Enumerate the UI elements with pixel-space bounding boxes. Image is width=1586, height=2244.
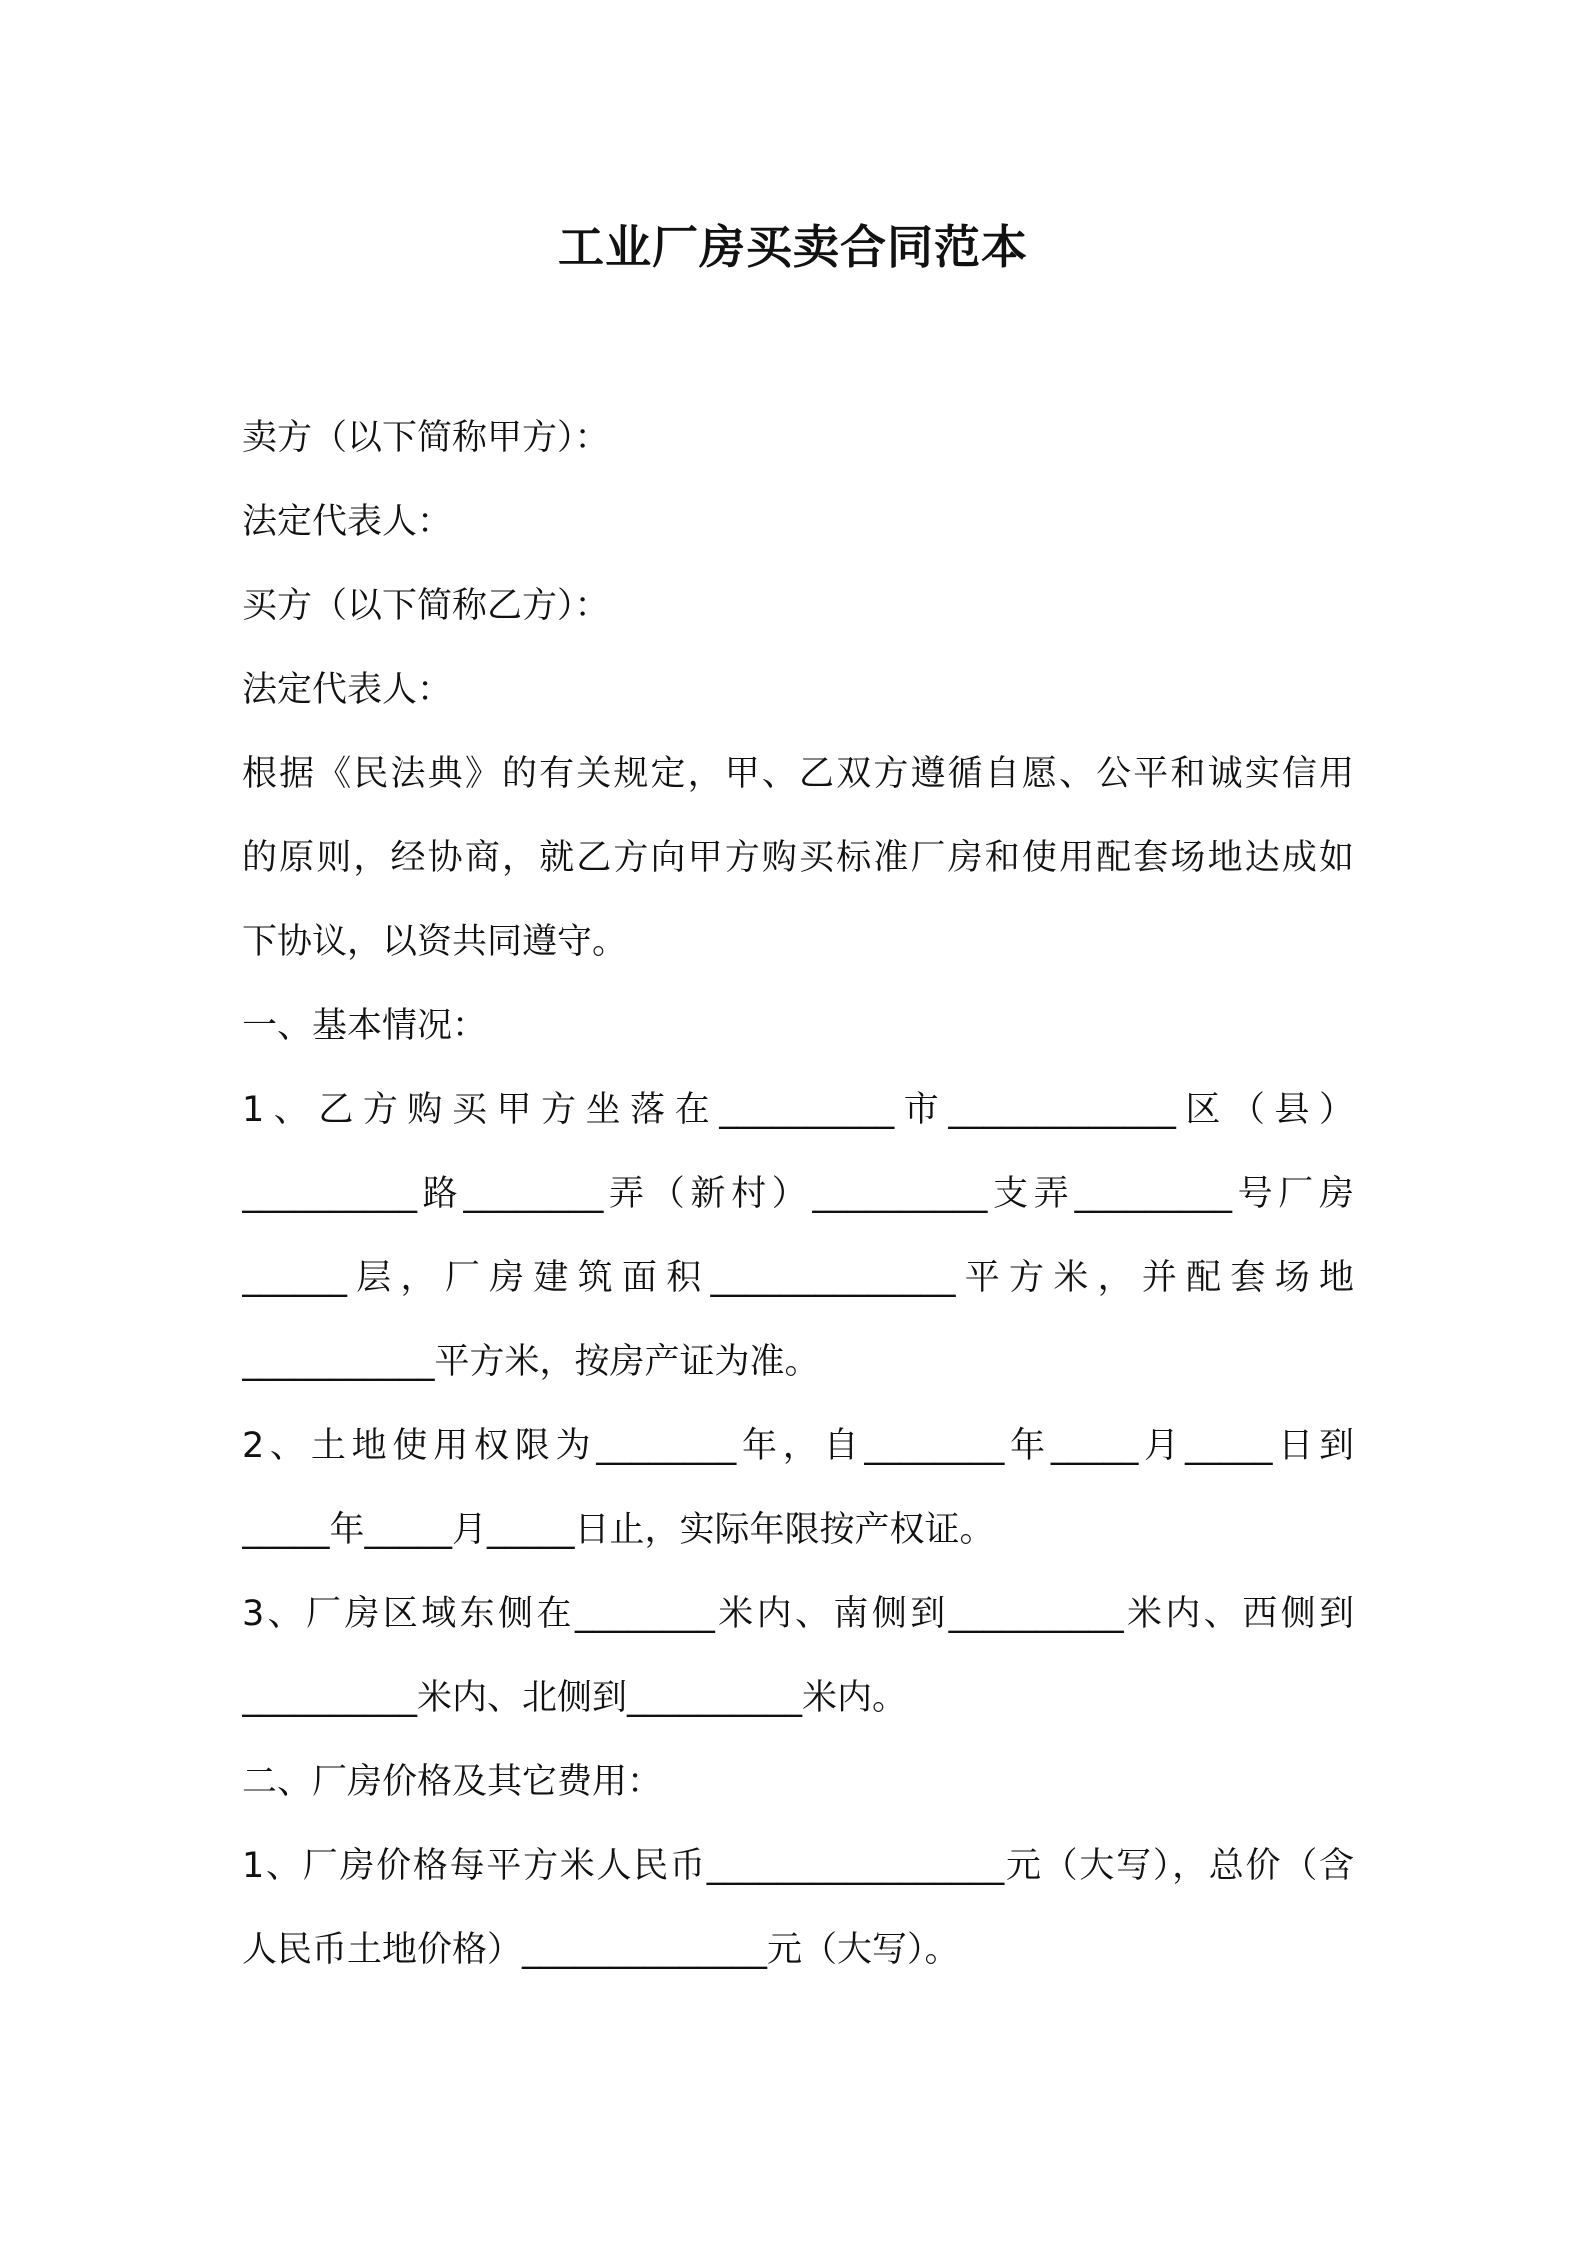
section-heading-basic-info: 一、基本情况： <box>242 1006 488 1046</box>
clause-2-line-2: _____年_____月_____日止，实际年限按产权证。 <box>242 1510 995 1550</box>
clause-2-line-1: 2、土地使用权限为________年，自________年_____月_____日到 <box>242 1426 1354 1466</box>
clause-1-line-4: ___________平方米，按房产证为准。 <box>242 1342 820 1382</box>
clause-3-line-1: 3、厂房区域东侧在________米内、南侧到__________米内、西侧到 <box>242 1594 1354 1634</box>
seller-representative-line: 法定代表人： <box>242 502 453 542</box>
document-title: 工业厂房买卖合同范本 <box>558 220 1028 274</box>
document-body <box>242 396 1354 1992</box>
preamble-line-1: 根据《民法典》的有关规定，甲、乙双方遵循自愿、公平和诚实信用 <box>242 754 1354 794</box>
preamble-line-3: 下协议，以资共同遵守。 <box>242 922 628 962</box>
price-clause-line-2: 人民币土地价格）______________元（大写）。 <box>242 1930 960 1970</box>
buyer-line: 买方（以下简称乙方）： <box>242 586 610 626</box>
buyer-representative-line: 法定代表人： <box>242 670 453 710</box>
clause-1-line-1: 1、乙方购买甲方坐落在__________市_____________区（县） <box>242 1090 1354 1130</box>
clause-3-line-2: __________米内、北侧到__________米内。 <box>242 1678 908 1718</box>
section-heading-price: 二、厂房价格及其它费用： <box>242 1762 663 1802</box>
seller-line: 卖方（以下简称甲方）： <box>242 418 610 458</box>
preamble-line-2: 的原则，经协商，就乙方向甲方购买标准厂房和使用配套场地达成如 <box>242 838 1354 878</box>
price-clause-line-1: 1、厂房价格每平方米人民币_________________元（大写），总价（含 <box>242 1846 1354 1886</box>
clause-1-line-3: ______层，厂房建筑面积______________平方米，并配套场地 <box>242 1258 1354 1298</box>
clause-1-line-2: __________路________弄（新村）__________支弄_________号厂房 <box>242 1174 1354 1214</box>
